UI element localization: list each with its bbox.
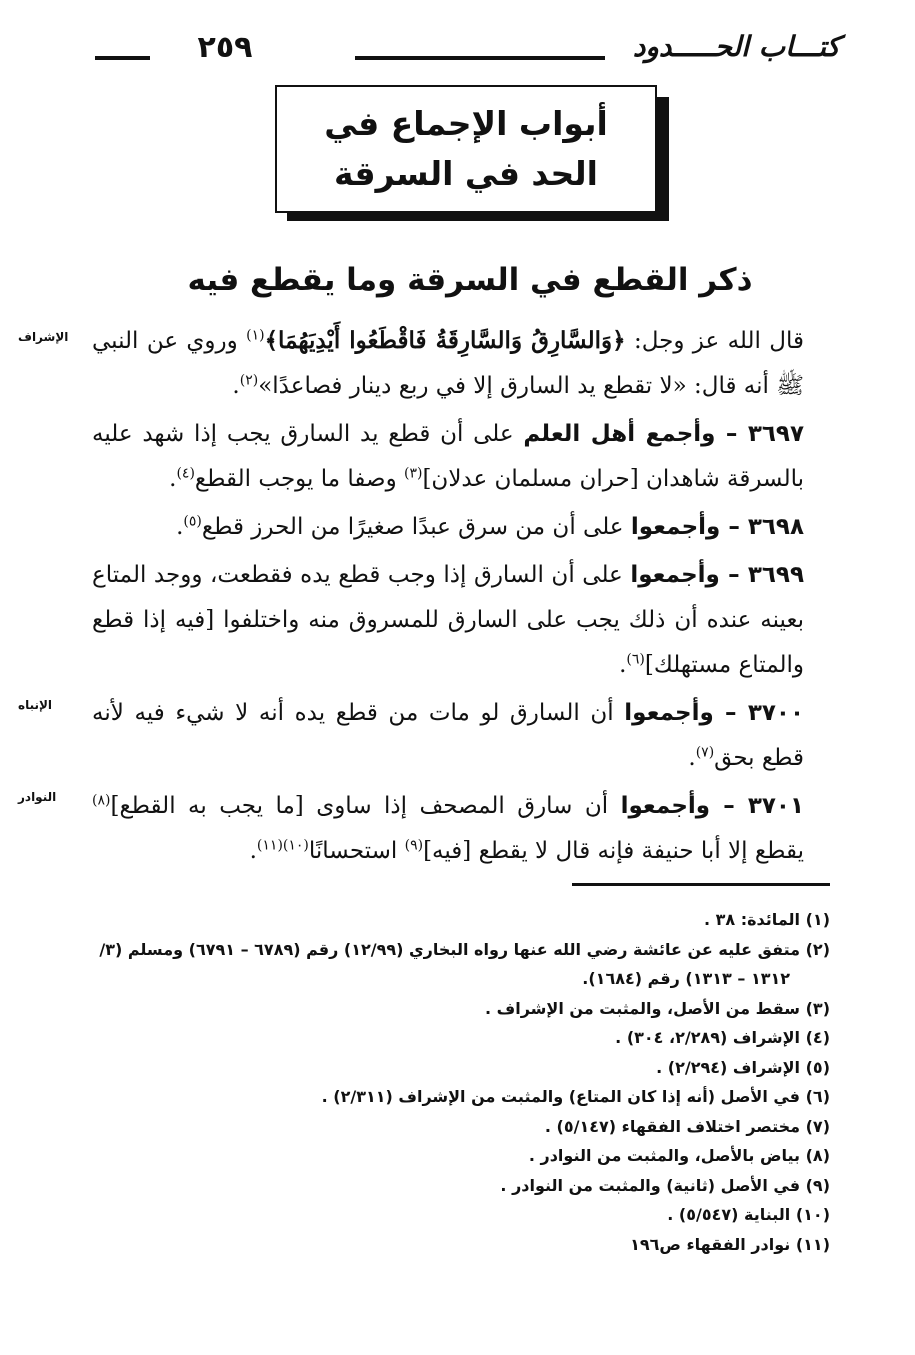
intro-text-a: قال الله عز وجل: [625, 328, 805, 354]
intro-text-b: وروي عن النبي ﷺ أنه قال: «لا تقطع يد السارق إلا في ربع دينار فصاعدًا» [92, 328, 804, 399]
section-heading: ذكر القطع في السرقة وما يقطع فيه [187, 262, 753, 298]
item-number: ٣٧٠٠ [747, 700, 805, 726]
footnote-ref-4: (٤) [176, 465, 195, 482]
paragraph-3701 [92, 784, 834, 874]
footnote-ref-10: (١٠) [282, 837, 309, 854]
quran-verse: ﴿وَالسَّارِقُ وَالسَّارِقَةُ فَاقْطَعُوا أَيْدِيَهُمَا﴾ [264, 327, 626, 354]
footnote-2: (٢) متفق عليه عن عائشة رضي الله عنها رواه البخاري (١٢/٩٩) رقم (٦٧٨٩ – ٦٧٩١) ومسلم (٣/ [99, 939, 830, 959]
footnote-3: (٣) سقط من الأصل، والمثبت من الإشراف . [485, 998, 830, 1018]
item-text-b: . [688, 745, 696, 771]
chapter-title: أبواب الإجماع في الحد في السرقة [324, 104, 608, 193]
footnote-ref-11: (١١) [256, 837, 283, 854]
footnote-7: (٧) مختصر اختلاف الفقهاء (٥/١٤٧) . [544, 1116, 830, 1136]
item-dash: – [713, 700, 748, 726]
margin-label-ishraf: الإشراف [18, 330, 69, 344]
item-text-b: . [619, 652, 627, 678]
item-lead: وأجمعوا [620, 793, 711, 819]
footnote-6: (٦) في الأصل (أنه إذا كان المتاع) والمثبت من الإشراف (٢/٣١١) . [321, 1087, 830, 1106]
footnote-ref-3: (٣) [403, 465, 423, 482]
item-text-b: وصفا ما يوجب القطع [194, 466, 404, 492]
page-number: ٢٥٩ [197, 30, 253, 65]
book-title: كتـــاب الحـــــدود [632, 30, 840, 63]
item-text-a: على أن قطع يد السارق يجب إذا شهد عليه بالسرقة شاهدان [حران مسلمان عدلان] [92, 421, 804, 492]
footnote-8: (٨) بياض بالأصل، والمثبت من النوادر . [528, 1146, 830, 1165]
paragraph-intro [92, 318, 834, 409]
intro-text-c: . [232, 373, 240, 399]
footnote-ref-1: (١) [246, 327, 265, 344]
footnotes [92, 905, 830, 1259]
footnote-5: (٥) الإشراف (٢/٢٩٤) . [656, 1057, 830, 1077]
footnote-ref-9: (٩) [404, 837, 424, 854]
paragraph-3700 [92, 691, 834, 781]
item-lead: وأجمعوا [630, 514, 721, 540]
item-number: ٣٦٩٩ [747, 562, 805, 588]
item-dash: – [710, 793, 748, 819]
paragraph-3698 [92, 505, 834, 550]
item-text-b: يقطع إلا أبا حنيفة فإنه قال لا يقطع [فيه] [423, 838, 804, 864]
item-dash: – [715, 421, 748, 447]
running-header [95, 30, 840, 80]
main-text [92, 318, 834, 874]
item-text-d: . [249, 838, 257, 864]
item-text-a: أن سارق المصحف إذا ساوى [ما يجب به القطع] [110, 793, 621, 819]
item-text-c: استحسانًا [308, 838, 405, 864]
margin-label-nawadir: النوادر [18, 790, 57, 804]
paragraph-3697 [92, 412, 834, 502]
item-number: ٣٦٩٧ [747, 421, 804, 447]
footnote-9: (٩) في الأصل (ثانية) والمثبت من النوادر . [500, 1175, 830, 1195]
margin-label-inbah: الإنباه [18, 698, 53, 712]
item-text-c: . [169, 466, 177, 492]
item-number: ٣٦٩٨ [747, 514, 804, 540]
item-dash: – [720, 514, 748, 540]
footnote-ref-8: (٨) [92, 792, 111, 809]
item-text-a: على أن السارق إذا وجب قطع يده فقطعت، ووجد المتاع بعينه عنده أن ذلك يجب على السارق للمسروق منه واختلفوا [فيه إذا قطع والمتاع مستهلك] [92, 562, 804, 678]
item-text-b: . [176, 514, 184, 540]
item-lead: وأجمعوا [630, 562, 720, 588]
item-text-a: على أن من سرق عبدًا صغيرًا من الحرز قطع [201, 514, 631, 540]
header-rule-left [95, 56, 150, 60]
item-dash: – [719, 562, 748, 588]
item-lead: وأجمعوا [624, 700, 714, 726]
footnote-2-continued: ١٣١٢ – ١٣١٣) رقم (١٦٨٤). [582, 969, 790, 988]
item-text-a: أن السارق لو مات من قطع يده أنه لا شيء فيه لأنه قطع بحق [92, 700, 804, 771]
footnote-ref-2: (٢) [239, 372, 259, 389]
footnote-ref-7: (٧) [695, 744, 715, 761]
footnote-11: (١١) نوادر الفقهاء ص١٩٦ [630, 1234, 830, 1254]
item-number: ٣٧٠١ [747, 793, 805, 819]
footnote-4: (٤) الإشراف (٢/٢٨٩، ٣٠٤) . [615, 1028, 830, 1047]
footnote-1: (١) المائدة: ٣٨ . [703, 910, 830, 929]
item-lead: وأجمع أهل العلم [523, 421, 716, 447]
header-rule-middle [355, 56, 605, 60]
paragraph-3699 [92, 553, 834, 688]
footnote-10: (١٠) البناية (٥/٥٤٧) . [667, 1205, 830, 1224]
footnote-ref-6: (٦) [626, 651, 645, 668]
footnote-separator [572, 883, 830, 886]
footnote-ref-5: (٥) [183, 513, 202, 530]
chapter-title-box [275, 85, 657, 213]
